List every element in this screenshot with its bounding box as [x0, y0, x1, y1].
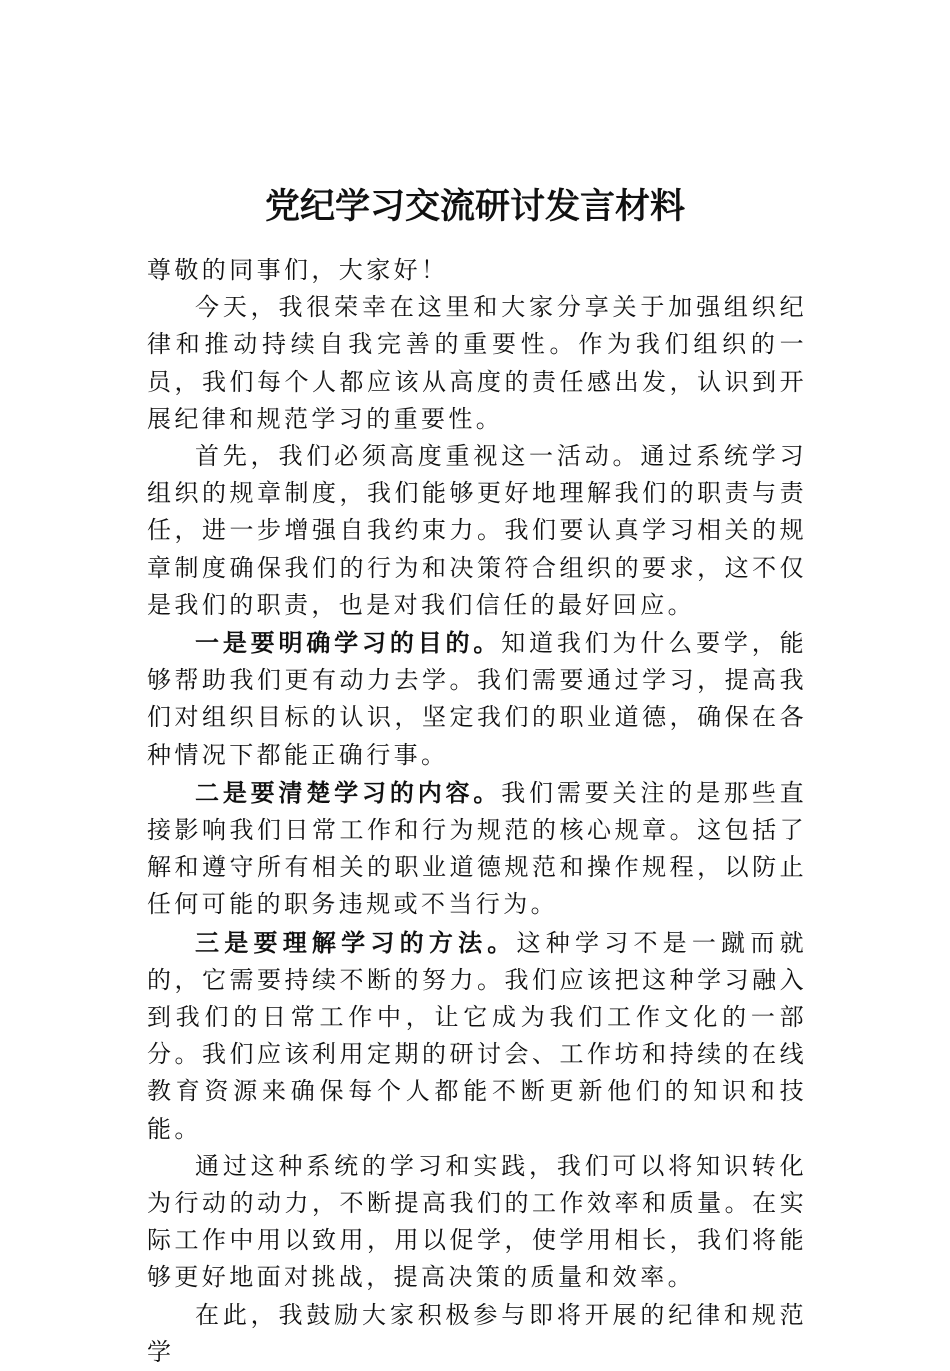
paragraph-text: 我们需要关注的是那些直接影响我们日常工作和行为规范的核心规章。这包括了解和遵守所有相关的职业道德规范和操作规程，以防止任何可能的职务违规或不当行为。 [147, 778, 807, 919]
document-body [147, 252, 807, 1371]
paragraph-point-two [147, 774, 807, 924]
paragraph-intro [147, 289, 807, 438]
paragraph-practice [147, 1148, 807, 1297]
paragraph-lead: 二是要清楚学习的内容。 [195, 777, 502, 807]
greeting: 尊敬的同事们，大家好！ [147, 256, 449, 284]
paragraph-text: 今天，我很荣幸在这里和大家分享关于加强组织纪律和推动持续自我完善的重要性。作为我们组织的一员，我们每个人都应该从高度的责任感出发，认识到开展纪律和规范学习的重要性。 [147, 293, 807, 433]
paragraph-text: 首先，我们必须高度重视这一活动。通过系统学习组织的规章制度，我们能够更好地理解我们的职责与责任，进一步增强自我约束力。我们要认真学习相关的规章制度确保我们的行为和决策符合组织的要求，这不仅是我们的职责，也是对我们信任的最好回应。 [147, 442, 807, 619]
paragraph-text: 知道我们为什么要学，能够帮助我们更有动力去学。我们需要通过学习，提高我们对组织目标的认识，坚定我们的职业道德，确保在各种情况下都能正确行事。 [147, 629, 807, 769]
paragraph-closing [147, 1297, 807, 1371]
paragraph-text: 通过这种系统的学习和实践，我们可以将知识转化为行动的动力，不断提高我们的工作效率和质量。在实际工作中用以致用，用以促学，使学用相长，我们将能够更好地面对挑战，提高决策的质量和效率。 [147, 1151, 807, 1292]
paragraph-lead: 一是要明确学习的目的。 [195, 628, 502, 658]
document-title: 党纪学习交流研讨发言材料 [264, 186, 685, 228]
paragraph-point-one [147, 624, 807, 774]
paragraph-lead: 三是要理解学习的方法。 [195, 927, 517, 957]
paragraph-text: 这种学习不是一蹴而就的，它需要持续不断的努力。我们应该把这种学习融入到我们的日常工作中，让它成为我们工作文化的一部分。我们应该利用定期的研讨会、工作坊和持续的在线教育资源来确保每个人都能不断更新他们的知识和技能。 [147, 928, 807, 1143]
paragraph-text: 在此，我鼓励大家积极参与即将开展的纪律和规范学 [147, 1300, 807, 1366]
paragraph-point-three [147, 924, 807, 1148]
paragraph-first [147, 438, 807, 624]
